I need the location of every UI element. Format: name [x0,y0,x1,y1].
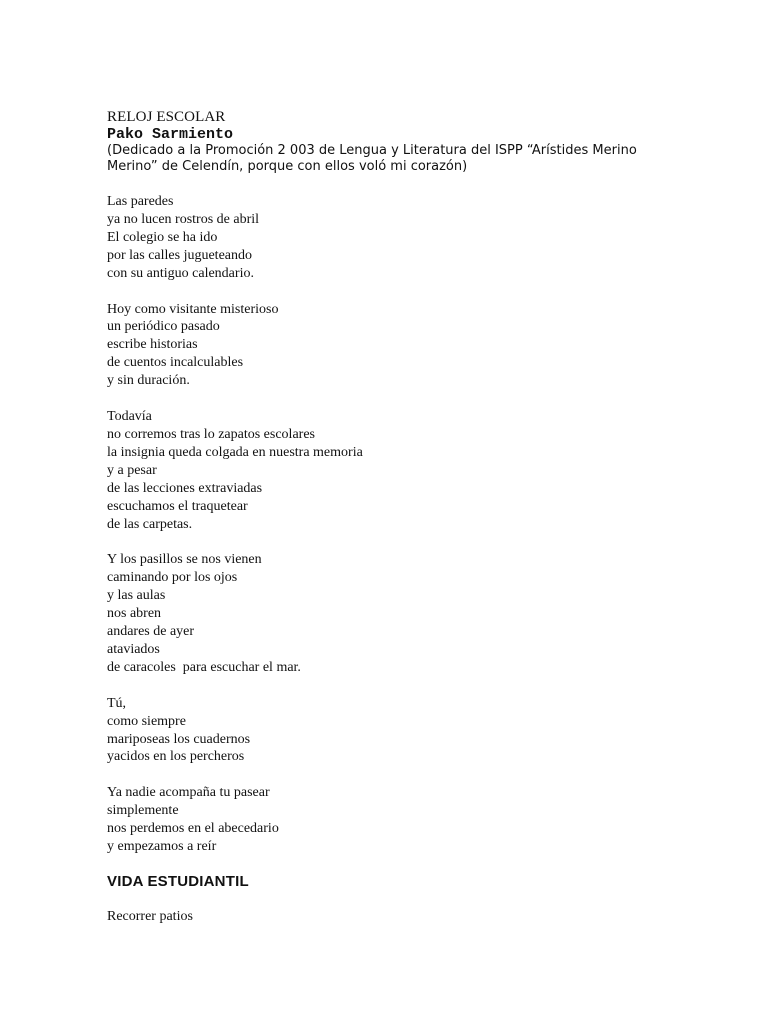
poem-line: de las carpetas. [107,516,193,532]
author-name: Pako Sarmiento [107,126,234,143]
poem-line: Tú, [107,695,127,711]
poem-line: y empezamos a reír [107,839,217,855]
poem-line: escribe historias [107,337,198,353]
poem-line: caminando por los ojos [107,570,238,586]
stanza-3 [107,408,707,533]
spacer [107,856,707,873]
poem-line: Y los pasillos se nos vienen [107,552,262,568]
poem-line: no corremos tras lo zapatos escolares [107,426,315,442]
poem-line: simplemente [107,803,179,819]
poem-line: y sin duración. [107,373,190,389]
poem-line: un periódico pasado [107,319,220,335]
spacer [107,891,707,908]
spacer [107,766,707,784]
poem-line: nos perdemos en el abecedario [107,821,279,837]
poem-line: Hoy como visitante misterioso [107,301,279,317]
poem-line: de caracoles para escuchar el mar. [107,659,301,675]
poem-line: Todavía [107,409,152,425]
dedication-text: (Dedicado a la Promoción 2 003 de Lengua y Literatura del ISPP “Arístides Merino Merino” de Celendín, porque con ellos voló mi corazón) [107,143,637,174]
poem-line: y a pesar [107,462,157,478]
poem-line: mariposeas los cuadernos [107,731,251,747]
poem-line: como siempre [107,713,186,729]
poem-line: andares de ayer [107,624,195,640]
spacer [107,175,707,193]
poem-line: Recorrer patios [107,909,193,924]
poem-line: y las aulas [107,588,166,604]
stanza-4 [107,551,707,676]
spacer [107,390,707,408]
poem-line: con su antiguo calendario. [107,265,254,281]
poem-line: ataviados [107,641,160,657]
poem-content [107,109,707,926]
poem-line: de cuentos incalculables [107,355,244,371]
stanza-5 [107,695,707,767]
stanza-6 [107,784,707,856]
poem-line: ya no lucen rostros de abril [107,211,260,227]
poem-line: de las lecciones extraviadas [107,480,263,496]
poem-title: RELOJ ESCOLAR [107,109,226,125]
poem-line: escuchamos el traquetear [107,498,248,514]
spacer [107,533,707,551]
stanza-next [107,908,707,926]
stanza-2 [107,301,707,391]
stanza-1 [107,193,707,283]
poem-line: por las calles jugueteando [107,247,253,263]
section-heading: VIDA ESTUDIANTIL [107,873,249,890]
poem-line: Ya nadie acompaña tu pasear [107,785,270,801]
poem-line: nos abren [107,606,162,622]
poem-line: El colegio se ha ido [107,229,218,245]
poem-line: yacidos en los percheros [107,749,245,765]
spacer [107,677,707,695]
poem-line: la insignia queda colgada en nuestra memoria [107,444,363,460]
poem-line: Las paredes [107,194,174,209]
spacer [107,283,707,301]
